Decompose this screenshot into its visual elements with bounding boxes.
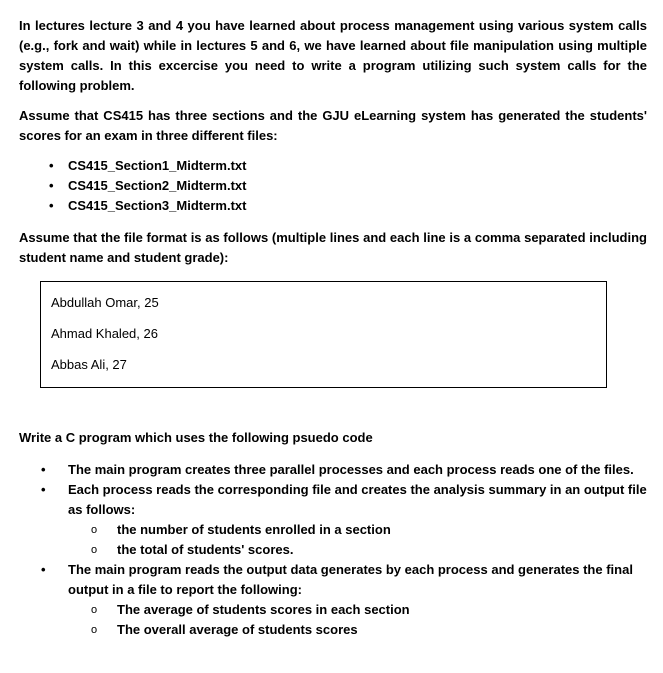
- sub-list-item: [91, 620, 647, 640]
- pseudo-code-step: [41, 560, 647, 640]
- circle-bullet-icon: o: [91, 604, 98, 616]
- file-name: CS415_Section3_Midterm.txt: [68, 198, 247, 213]
- pseudo-code-step: [41, 480, 647, 560]
- sample-file-box: [40, 281, 607, 388]
- bullet-icon: •: [49, 178, 54, 193]
- sub-list-item: [91, 520, 647, 540]
- file-list-item: [49, 176, 647, 196]
- sub-item-text: The overall average of students scores: [117, 622, 358, 637]
- step-text: The main program creates three parallel processes and each process reads one of the files.: [68, 462, 634, 477]
- sub-list-item: [91, 540, 647, 560]
- sub-list-item: [91, 600, 647, 620]
- sub-item-text: the number of students enrolled in a section: [117, 522, 391, 537]
- bullet-icon: •: [49, 198, 54, 213]
- bullet-icon: •: [41, 482, 46, 497]
- file-list-item: [49, 156, 647, 176]
- file-name: CS415_Section2_Midterm.txt: [68, 178, 247, 193]
- pseudo-code-step: [41, 460, 647, 480]
- sample-line: Ahmad Khaled, 26: [51, 326, 158, 341]
- intro-paragraph: In lectures lecture 3 and 4 you have learned about process management using various system calls (e.g., fork and wait) while in lectures 5 and 6, we have learned about file manipulation using multiple system calls. In this excercise you need to write a program utilizing such system calls for the following problem.: [19, 18, 647, 93]
- circle-bullet-icon: o: [91, 544, 98, 556]
- step-text: Each process reads the corresponding file and creates the analysis summary in an output file as follows:: [68, 482, 647, 517]
- step-text: The main program reads the output data generates by each process and generates the final output in a file to report the following:: [68, 562, 633, 597]
- bullet-icon: •: [41, 462, 46, 477]
- assumption-paragraph: Assume that CS415 has three sections and the GJU eLearning system has generated the students' scores for an exam in three different files:: [19, 108, 647, 143]
- pseudo-code-list: [19, 460, 647, 640]
- task-paragraph: Write a C program which uses the following psuedo code: [19, 430, 373, 445]
- file-list: [19, 156, 647, 216]
- circle-bullet-icon: o: [91, 624, 98, 636]
- sub-list: [68, 520, 647, 560]
- bullet-icon: •: [49, 158, 54, 173]
- file-name: CS415_Section1_Midterm.txt: [68, 158, 247, 173]
- file-list-item: [49, 196, 647, 216]
- format-paragraph: Assume that the file format is as follows (multiple lines and each line is a comma separated including student name and student grade):: [19, 230, 647, 265]
- circle-bullet-icon: o: [91, 524, 98, 536]
- sample-line: Abdullah Omar, 25: [51, 295, 159, 310]
- bullet-icon: •: [41, 562, 46, 577]
- sub-item-text: The average of students scores in each section: [117, 602, 410, 617]
- sub-list: [68, 600, 647, 640]
- sample-line: Abbas Ali, 27: [51, 357, 127, 372]
- sub-item-text: the total of students' scores.: [117, 542, 294, 557]
